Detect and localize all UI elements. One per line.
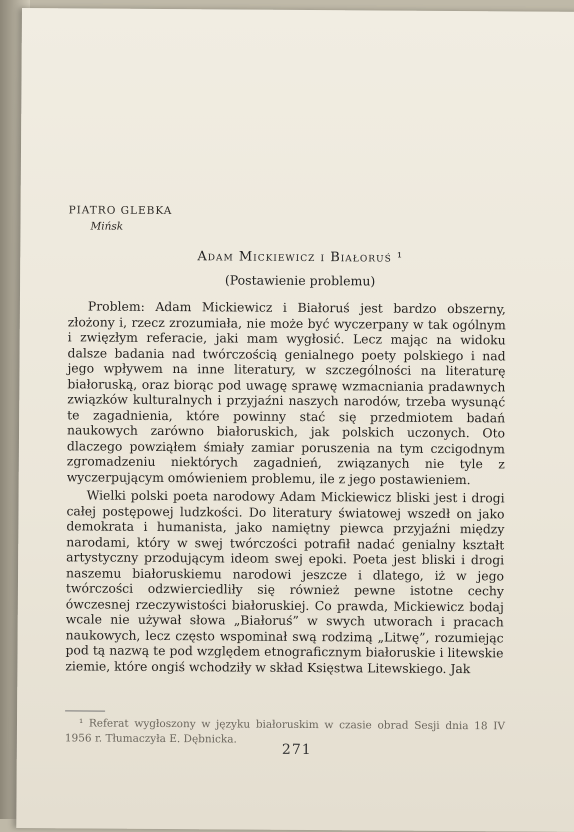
page-number: 271 xyxy=(281,741,312,759)
paragraph-1: Problem: Adam Mickiewicz i Białoruś jest bardzo obszerny, złożony i, rzecz zrozumiała, nie może być wyczerpany w tak ogólnym i zwięzłym referacie, jaki mam wygłosić. Lecz mając na widoku dalsze badania nad twórczością genialnego poety polskiego i nad jego wpływem na inne literatury, w szczególności na literaturę białoruską, oraz biorąc pod uwagę sprawę wzmacniania pradawnych związków kulturalnych i przyjaźni naszych narodów, trzeba wysunąć te zagadnienia, które powinny stać się przedmiotem badań naukowych zarówno białoruskich, jak polskich uczonych. Oto dlaczego powziąłem śmiały zamiar poruszenia na tym czcigodnym zgromadzeniu niektórych zagadnień, związanych nie tyle z wyczerpującym omówieniem problemu, ile z jego postawieniem. xyxy=(66,298,506,487)
article-subtitle: (Postawienie problemu) xyxy=(224,272,376,289)
paragraph-2: Wielki polski poeta narodowy Adam Mickiewicz bliski jest i drogi całej postępowej ludzkości. Do literatury światowej wszedł on jako demokrata i humanista, jako namiętny piewca przyjaźni między narodami, który w swej twórczości potrafił nadać genialny kształt artystyczny przodującym ideom swej epoki. Poeta jest bliski i drogi naszemu białoruskiemu narodowi jeszcze i dlatego, iż w jego twórczości odzwierciedliły się również pewne istotne cechy ówczesnej rzeczywistości białoruskiej. Co prawda, Mickiewicz bodaj wcale nie używał słowa „Białoruś” w swych utworach i pracach naukowych, lecz często wspominał swą rodzimą „Litwę”, rozumiejąc pod tą nazwą te pod względem etnograficznym białoruskie i litewskie ziemie, które ongiś wchodziły w skład Księstwa Litewskiego. Jak xyxy=(65,487,505,676)
article-title: Adam Mickiewicz i Białoruś ¹ xyxy=(197,249,404,266)
author-place: Mińsk xyxy=(90,220,124,233)
article-body xyxy=(65,298,506,676)
footnote-divider xyxy=(65,710,105,711)
author-name: PIATRO GLEBKA xyxy=(68,204,173,218)
footnote-text: ¹ Referat wygłoszony w języku białoruskim w czasie obrad Sesji dnia 18 IV 1956 r. Tłumaczyła E. Dębnicka. xyxy=(64,717,506,746)
book-page xyxy=(16,8,574,832)
